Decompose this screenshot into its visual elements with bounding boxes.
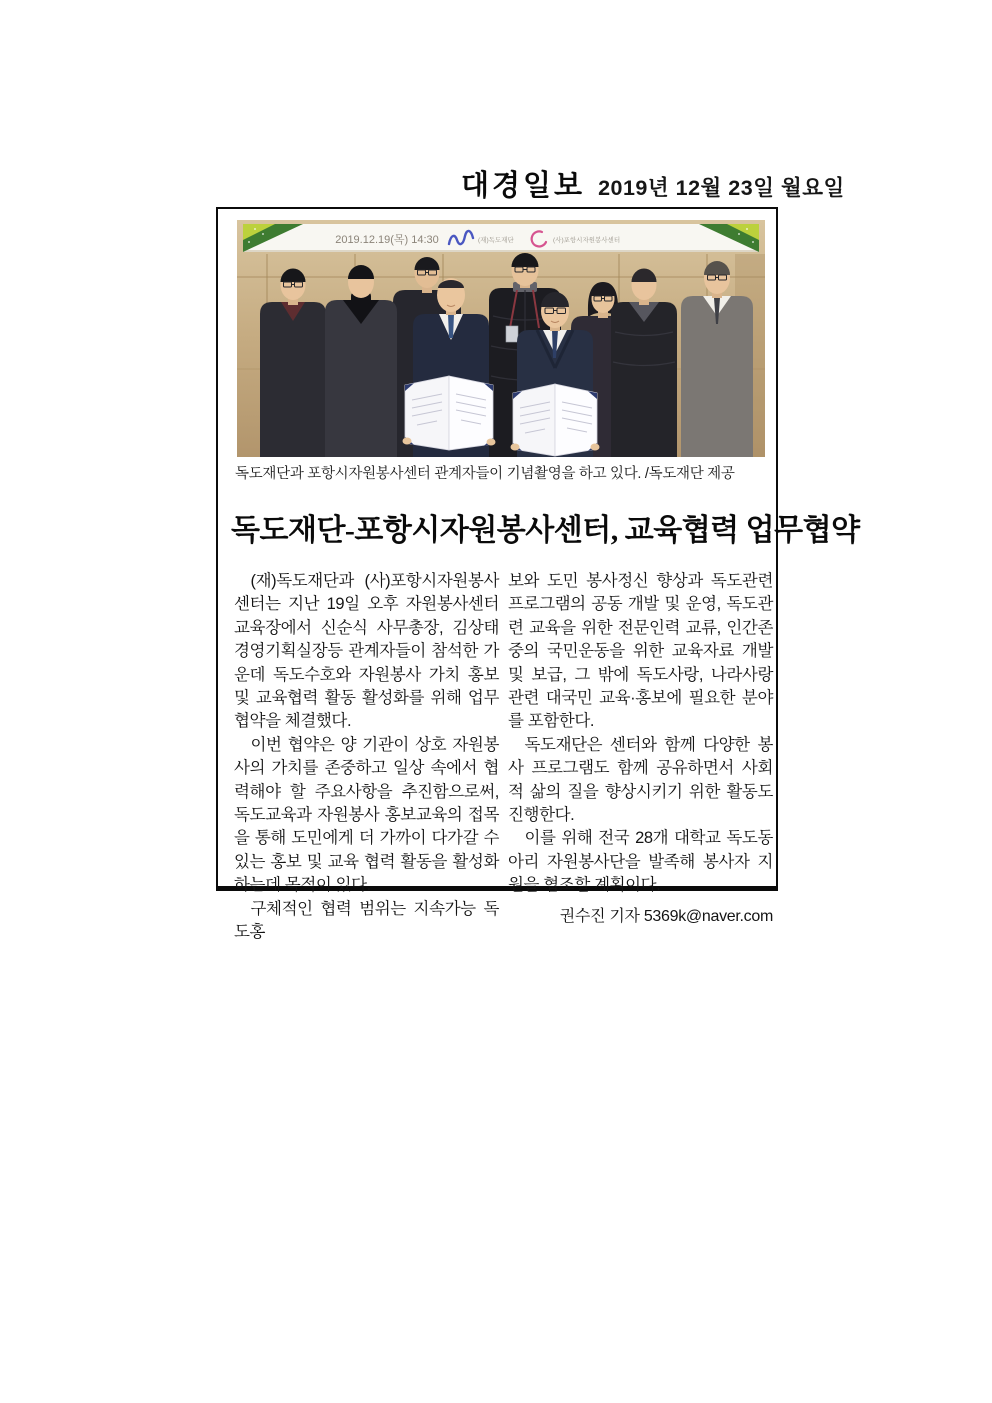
article-photo	[237, 220, 765, 457]
paragraph-list	[508, 570, 773, 898]
issue-date: 2019년 12월 23일 월요일	[598, 176, 845, 200]
article-paragraph: 이를 위해 전국 28개 대학교 독도동아리 자원봉사단을 발족해 봉사자 지원을 협조할 계획이다.	[508, 829, 773, 895]
agreement-certificate	[403, 376, 496, 450]
article-headline: 독도재단-포항시자원봉사센터, 교육협력 업무협약	[231, 514, 860, 547]
article-photo-scene	[237, 220, 765, 457]
article-paragraph: 구체적인 협력 범위는 지속가능 독도홍	[234, 899, 499, 942]
article-body	[234, 570, 773, 945]
article-box	[216, 207, 860, 942]
article-paragraph: (재)독도재단과 (사)포항시자원봉사센터는 지난 19일 오후 자원봉사센터 교육장에서 신순식 사무총장, 김상태 경영기획실장등 관계자들이 참석한 가운데 독도수호와 자원봉사 가치 홍보 및 교육협력 활동 활성화를 위해 업무협약을 체결했다.	[234, 572, 499, 731]
agreement-certificate	[511, 384, 600, 456]
banner-org1-label: (재)독도재단	[478, 237, 514, 244]
masthead-row	[461, 163, 845, 204]
ceremony-banner	[243, 224, 759, 252]
article-paragraph: 이번 협약은 양 기관이 상호 자원봉사의 가치를 존중하고 일상 속에서 협력해야 할 주요사항을 추진함으로써, 독도교육과 자원봉사 홍보교육의 접목을 통해 도민에게 더 가까이 다가갈 수 있는 홍보 및 교육 협력 활동을 활성화하는데 목적이 있다.	[234, 735, 499, 895]
newspaper-title: 대경일보	[461, 170, 586, 202]
paragraph-list	[234, 570, 499, 945]
article-paragraph: 보와 도민 봉사정신 향상과 독도관련 프로그램의 공동 개발 및 운영, 독도관련 교육을 위한 전문인력 교류, 인간존중의 국민운동을 위한 교육자료 개발 및 보급, 그 밖에 독도사랑, 나라사랑 관련 대국민 교육·홍보에 필요한 분야를 포함한다.	[508, 572, 773, 731]
banner-org2-label: (사)포항시자원봉사센터	[553, 237, 621, 244]
article-byline: 권수진 기자 5369k@naver.com	[559, 907, 773, 925]
photo-caption: 독도재단과 포항시자원봉사센터 관계자들이 기념촬영을 하고 있다. /독도재단 제공	[235, 466, 735, 482]
banner-datetime: 2019.12.19(목) 14:30	[335, 234, 439, 246]
article-paragraph: 독도재단은 센터와 함께 다양한 봉사 프로그램도 함께 공유하면서 사회적 삶의 질을 향상시키기 위한 활동도 진행한다.	[508, 735, 773, 825]
article-column-left	[234, 570, 499, 945]
article-column-right	[508, 570, 773, 945]
